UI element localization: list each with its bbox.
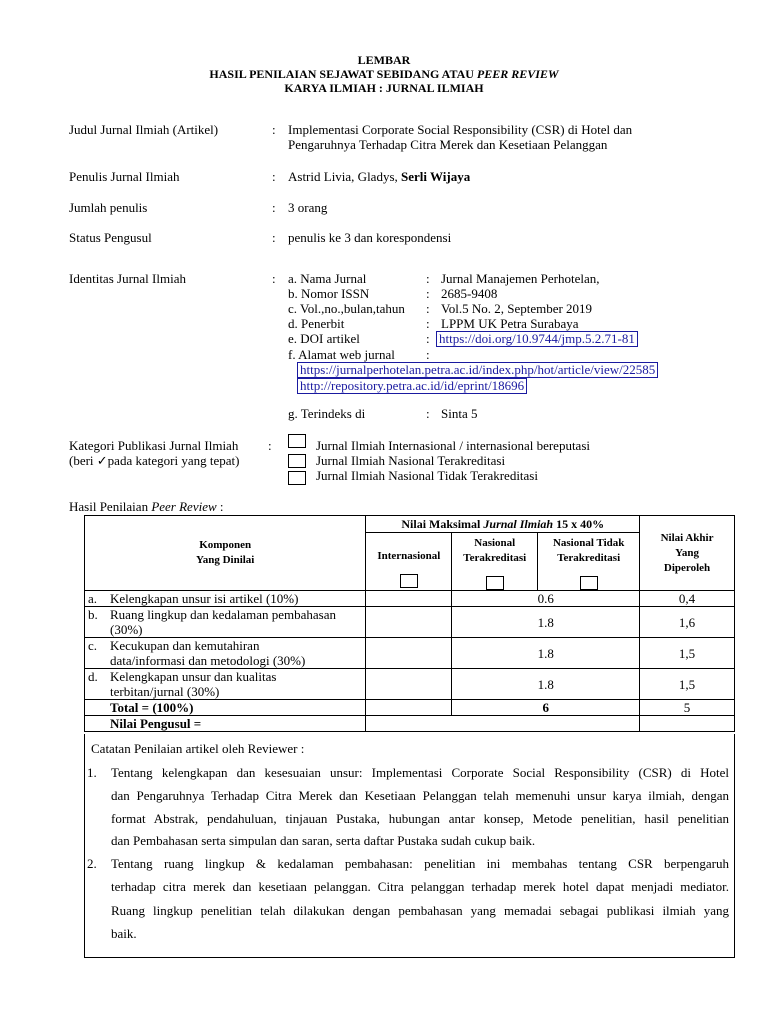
status-label: Status Pengusul (69, 230, 152, 245)
criterion-cell: b. Ruang lingkup dan kedalaman pembahasan (30%) (85, 607, 366, 638)
criterion-cell: d. Kelengkapan unsur dan kualitas terbitan/jurnal (30%) (85, 669, 366, 700)
table-row (85, 607, 735, 638)
column-header-national-accredited: Nasional Terakreditasi (452, 533, 538, 591)
colon: : (272, 200, 276, 215)
note-1-line-3: format Abstrak, pendahuluan, tinjauan Pustaka, hubungan antar konsep, Metode penelitian, hasil penelitian (111, 811, 729, 826)
identity-d-label: d. Penerbit (288, 316, 345, 331)
column-header-component: Komponen Yang Dinilai (85, 516, 366, 591)
identity-a-value: Jurnal Manajemen Perhotelan, (441, 271, 600, 286)
max-score-cell: 1.8 (452, 607, 640, 638)
review-table (84, 515, 735, 732)
max-score-cell: 1.8 (452, 638, 640, 669)
international-cell (366, 607, 452, 638)
max-score-cell: 0.6 (452, 591, 640, 607)
journal-web-link[interactable]: https://jurnalperhotelan.petra.ac.id/index.php/hot/article/view/22585 (297, 362, 658, 378)
title-value-2: Pengaruhnya Terhadap Citra Merek dan Kesetiaan Pelanggan (288, 137, 608, 152)
criterion-cell: a. Kelengkapan unsur isi artikel (10%) (85, 591, 366, 607)
category-label-2: (beri ✓pada kategori yang tepat) (69, 453, 240, 468)
criterion-cell: c. Kecukupan dan kemutahiran data/informasi dan metodologi (30%) (85, 638, 366, 669)
colon: : (272, 169, 276, 184)
total-label: Total = (100%) (85, 700, 366, 716)
note-2-number: 2. (87, 856, 97, 871)
category-option-national-accredited: Jurnal Ilmiah Nasional Terakreditasi (316, 453, 506, 468)
status-value: penulis ke 3 dan korespondensi (288, 230, 452, 245)
total-final-score: 5 (640, 700, 735, 716)
identity-b-label: b. Nomor ISSN (288, 286, 370, 301)
identity-f-label: f. Alamat web jurnal (288, 347, 395, 362)
identity-g-value: Sinta 5 (441, 406, 478, 421)
doi-link[interactable]: https://doi.org/10.9744/jmp.5.2.71-81 (436, 331, 638, 347)
colon: : (426, 316, 430, 331)
colon: : (426, 331, 430, 346)
colon: : (426, 271, 430, 286)
column-header-max-score: Nilai Maksimal Jurnal Ilmiah 15 x 40% (366, 516, 640, 533)
header-line-3: KARYA ILMIAH : JURNAL ILMIAH (284, 81, 484, 95)
note-1-number: 1. (87, 765, 97, 780)
note-2-line-4: baik. (111, 926, 137, 941)
identity-c-value: Vol.5 No. 2, September 2019 (441, 301, 593, 316)
max-score-cell: 1.8 (452, 669, 640, 700)
column-header-national-unaccredited: Nasional Tidak Terakreditasi (538, 533, 640, 591)
author-value: Astrid Livia, Gladys, Serli Wijaya (288, 169, 471, 184)
table-row (85, 638, 735, 669)
table-row (85, 591, 735, 607)
international-cell (366, 669, 452, 700)
category-checkbox-national-accredited[interactable] (288, 454, 306, 468)
final-score-cell: 1,6 (640, 607, 735, 638)
total-max-score: 6 (452, 700, 640, 716)
identity-d-value: LPPM UK Petra Surabaya (441, 316, 579, 331)
colon: : (426, 406, 430, 421)
identity-g-label: g. Terindeks di (288, 406, 366, 421)
category-option-national-unaccredited: Jurnal Ilmiah Nasional Tidak Terakreditasi (316, 468, 538, 483)
category-checkbox-national-unaccredited[interactable] (288, 471, 306, 485)
header-line-2: HASIL PENILAIAN SEJAWAT SEBIDANG ATAU PEER REVIEW (209, 67, 559, 81)
proposer-final-cell (640, 716, 735, 732)
category-option-international: Jurnal Ilmiah Internasional / internasional bereputasi (316, 438, 590, 453)
national-unaccredited-checkbox[interactable] (580, 576, 598, 590)
identity-b-value: 2685-9408 (441, 286, 498, 301)
notes-heading: Catatan Penilaian artikel oleh Reviewer : (91, 741, 305, 756)
title-value-1: Implementasi Corporate Social Responsibility (CSR) di Hotel dan (288, 122, 633, 137)
note-2-line-2: terhadap citra merek dan kesetiaan pelanggan. Citra pelanggan terhadap merek hotel dapat menjadi mediator. (111, 879, 729, 894)
identity-c-label: c. Vol.,no.,bulan,tahun (288, 301, 405, 316)
identity-a-label: a. Nama Jurnal (288, 271, 367, 286)
header-line-1: LEMBAR (357, 53, 411, 67)
proposer-row (85, 716, 735, 732)
national-accredited-checkbox[interactable] (486, 576, 504, 590)
count-value: 3 orang (288, 200, 328, 215)
international-checkbox[interactable] (400, 574, 418, 588)
proposer-score-label: Nilai Pengusul = (85, 716, 366, 732)
reviewer-notes (84, 734, 735, 958)
colon: : (272, 271, 276, 286)
final-score-cell: 0,4 (640, 591, 735, 607)
note-1-line-4: dan Pembahasan serta simpulan dan saran, serta daftar Pustaka sudah cukup baik. (111, 833, 536, 848)
colon: : (272, 230, 276, 245)
international-cell (366, 591, 452, 607)
note-1-line-2: dan Pengaruhnya Terhadap Citra Merek dan Kesetiaan Pelanggan telah memenuhi unsur karya ilmiah, dengan (111, 788, 729, 803)
total-row (85, 700, 735, 716)
identity-label: Identitas Jurnal Ilmiah (69, 271, 186, 286)
table-row (85, 669, 735, 700)
repository-link[interactable]: http://repository.petra.ac.id/id/eprint/18696 (297, 378, 527, 394)
count-label: Jumlah penulis (69, 200, 148, 215)
review-heading: Hasil Penilaian Peer Review : (69, 499, 224, 514)
colon: : (426, 286, 430, 301)
category-label-1: Kategori Publikasi Jurnal Ilmiah (69, 438, 239, 453)
note-2-line-3: Ruang lingkup penelitian telah dilakukan dengan pembahasan yang memadai sebagai publikasi ilmiah yang (111, 903, 729, 918)
proposer-score-value (366, 716, 640, 732)
author-label: Penulis Jurnal Ilmiah (69, 169, 180, 184)
colon: : (272, 122, 276, 137)
title-label: Judul Jurnal Ilmiah (Artikel) (69, 122, 219, 137)
colon: : (426, 347, 430, 362)
final-score-cell: 1,5 (640, 669, 735, 700)
column-header-final-score: Nilai Akhir Yang Diperoleh (640, 516, 735, 591)
category-checkbox-international[interactable] (288, 434, 306, 448)
identity-e-label: e. DOI artikel (288, 331, 360, 346)
colon: : (268, 438, 272, 453)
note-1-line-1: Tentang kelengkapan dan kesesuaian unsur: Implementasi Corporate Social Responsibility (CSR) di Hotel (111, 765, 729, 780)
international-cell (366, 638, 452, 669)
final-score-cell: 1,5 (640, 638, 735, 669)
note-2-line-1: Tentang ruang lingkup & kedalaman pembahasan: penelitian ini membahas tentang CSR berpengaruh (111, 856, 729, 871)
colon: : (426, 301, 430, 316)
column-header-international: Internasional (366, 533, 452, 591)
international-cell (366, 700, 452, 716)
